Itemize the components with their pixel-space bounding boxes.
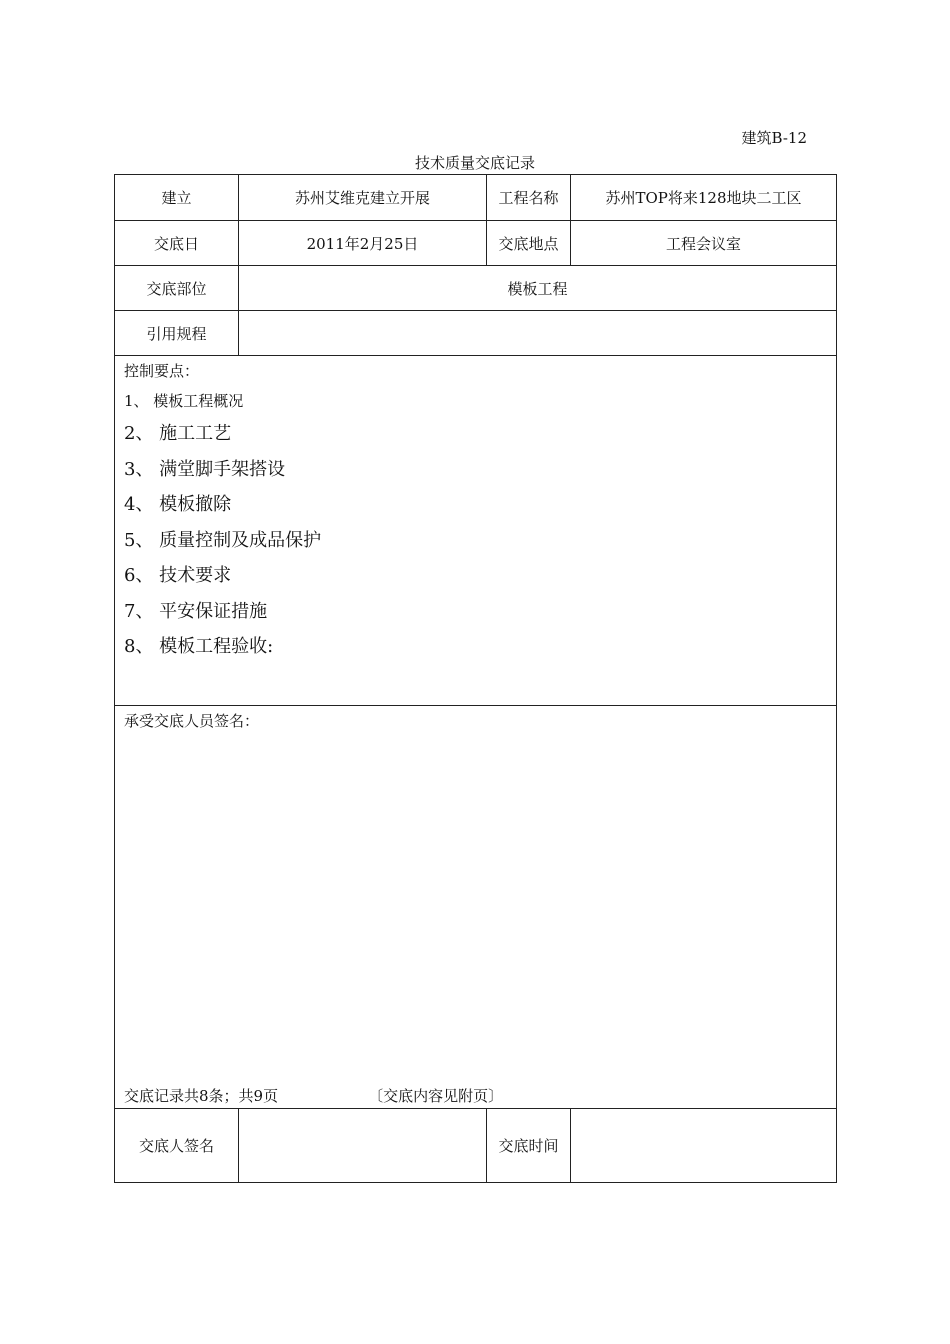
control-item-4: 4、 模板撤除 <box>124 494 232 515</box>
spec-value <box>239 311 837 356</box>
form-code: 建筑B-12 <box>741 129 807 147</box>
control-points-heading: 控制要点： <box>124 362 200 380</box>
signer-field[interactable] <box>239 1109 487 1183</box>
place-label: 交底地点 <box>487 221 571 266</box>
company-value: 苏州艾维克建立开展 <box>239 175 487 221</box>
signer-label: 交底人签名 <box>115 1109 239 1183</box>
control-item-1: 1、 模板工程概况 <box>124 392 244 410</box>
date-value: 2011年2月25日 <box>239 221 487 266</box>
signature-cell <box>115 706 837 1109</box>
control-points-cell <box>115 356 837 706</box>
record-summary <box>124 1085 503 1106</box>
part-value: 模板工程 <box>239 266 837 311</box>
time-label: 交底时间 <box>487 1109 571 1183</box>
company-label: 建立 <box>115 175 239 221</box>
control-item-2: 2、 施工工艺 <box>124 423 232 444</box>
page-title: 技术质量交底记录 <box>414 154 535 172</box>
project-name-value: 苏州TOP将来128地块二工区 <box>571 175 837 221</box>
control-item-5: 5、 质量控制及成品保护 <box>124 529 322 551</box>
control-item-8: 8、 模板工程验收: <box>124 636 274 657</box>
date-label: 交底日 <box>115 221 239 266</box>
signature-heading: 承受交底人员签名： <box>124 712 260 730</box>
disclosure-form <box>114 174 837 1183</box>
record-count: 交底记录共8条；共9页 <box>124 1087 279 1105</box>
control-item-3: 3、 满堂脚手架搭设 <box>124 458 286 480</box>
project-name-label: 工程名称 <box>487 175 571 221</box>
attachment-note: 〔交底内容见附页〕 <box>368 1087 504 1105</box>
place-value: 工程会议室 <box>571 221 837 266</box>
control-item-6: 6、 技术要求 <box>124 565 232 586</box>
control-item-7: 7、 平安保证措施 <box>124 600 268 622</box>
time-field[interactable] <box>571 1109 837 1183</box>
part-label: 交底部位 <box>115 266 239 311</box>
spec-label: 引用规程 <box>115 311 239 356</box>
